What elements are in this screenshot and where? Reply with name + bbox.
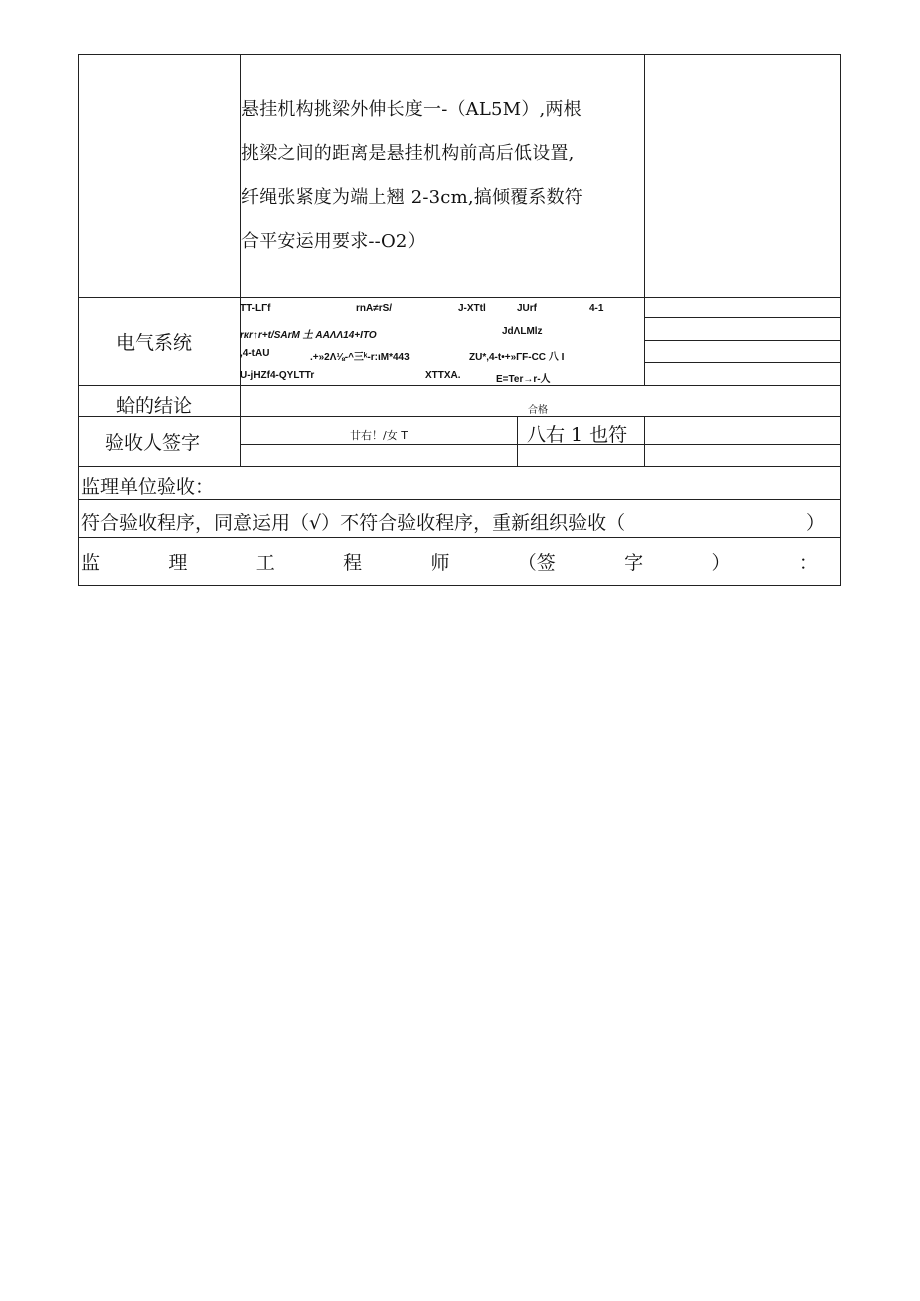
signature-char: （签 bbox=[517, 552, 556, 574]
acceptance-form bbox=[78, 54, 841, 586]
electrical-cell: U-jHZf4-QYLTTr bbox=[240, 370, 315, 381]
electrical-cell: TT-LΓf bbox=[240, 303, 271, 314]
line-after-conclusion bbox=[78, 416, 841, 417]
line-electrical-2 bbox=[644, 340, 841, 341]
line-after-supervisor-title bbox=[78, 499, 841, 500]
criteria-paragraph bbox=[241, 88, 646, 264]
acceptor-label: 验收人签字 bbox=[105, 432, 201, 454]
divider-signature-middle bbox=[517, 416, 518, 466]
criteria-line: 悬挂机构挑梁外伸长度一-（AL5M）,两根 bbox=[241, 99, 582, 120]
border-left bbox=[78, 54, 79, 586]
electrical-cell: JdΛLMlz bbox=[502, 326, 543, 337]
conclusion-value: 合格 bbox=[528, 405, 548, 416]
electrical-cell: ZU*,4-t•+»ΓF-CC 八 I bbox=[469, 352, 565, 363]
supervisor-statement: 符合验收程序，同意运用（√）不符合验收程序，重新组织验收（ bbox=[81, 512, 626, 534]
electrical-cell: .+»2Λ⅛-^三ᵏ-r:ιM*443 bbox=[310, 352, 410, 363]
electrical-cell: J-XTtl bbox=[458, 303, 486, 314]
signature-char: ） bbox=[711, 552, 731, 574]
line-electrical-1 bbox=[644, 317, 841, 318]
supervisor-statement-close: ） bbox=[806, 512, 826, 534]
electrical-cell: 4-1 bbox=[589, 303, 604, 314]
conclusion-label: 蛤的结论 bbox=[116, 395, 193, 417]
signature-char: 师 bbox=[430, 552, 450, 574]
line-after-electrical bbox=[78, 385, 841, 386]
criteria-line: 挑梁之间的距离是悬挂机构前高后低设置, bbox=[241, 143, 575, 164]
criteria-line: 合平安运用要求--O2） bbox=[241, 231, 426, 252]
electrical-cell: E=Ter→r-人 bbox=[496, 374, 551, 385]
line-after-statement bbox=[78, 537, 841, 538]
line-after-acceptor bbox=[78, 466, 841, 467]
border-top bbox=[78, 54, 841, 55]
electrical-cell: XTTXA. bbox=[425, 370, 461, 381]
signature-char: 理 bbox=[168, 552, 188, 574]
acceptor-right-text: 八右 1 也符 bbox=[527, 424, 628, 446]
acceptor-left-text: 廿右！/女 T bbox=[350, 429, 408, 442]
divider-signature-right bbox=[644, 416, 645, 466]
electrical-cell: ,4-tAU bbox=[240, 348, 270, 359]
electrical-cell: rnA≠rS/ bbox=[356, 303, 393, 314]
signature-char: 程 bbox=[343, 552, 363, 574]
line-electrical-3 bbox=[644, 362, 841, 363]
supervisor-title: 监理单位验收： bbox=[81, 476, 215, 498]
border-bottom bbox=[78, 585, 841, 586]
signature-char: 工 bbox=[255, 552, 275, 574]
signature-char: ： bbox=[798, 552, 818, 574]
border-right bbox=[840, 54, 841, 586]
electrical-cell: JUrf bbox=[517, 303, 538, 314]
signature-char: 字 bbox=[624, 552, 644, 574]
criteria-line: 纤绳张紧度为端上翘 2-3cm,搞倾覆系数符 bbox=[241, 187, 583, 208]
signature-char: 监 bbox=[81, 552, 101, 574]
electrical-cell: rкr↑r+t/SArM 土 AAΛΛ14+ITO bbox=[240, 330, 377, 341]
electrical-label: 电气系统 bbox=[116, 332, 193, 354]
supervisor-signature-line bbox=[81, 548, 818, 575]
line-after-criteria bbox=[78, 297, 841, 298]
